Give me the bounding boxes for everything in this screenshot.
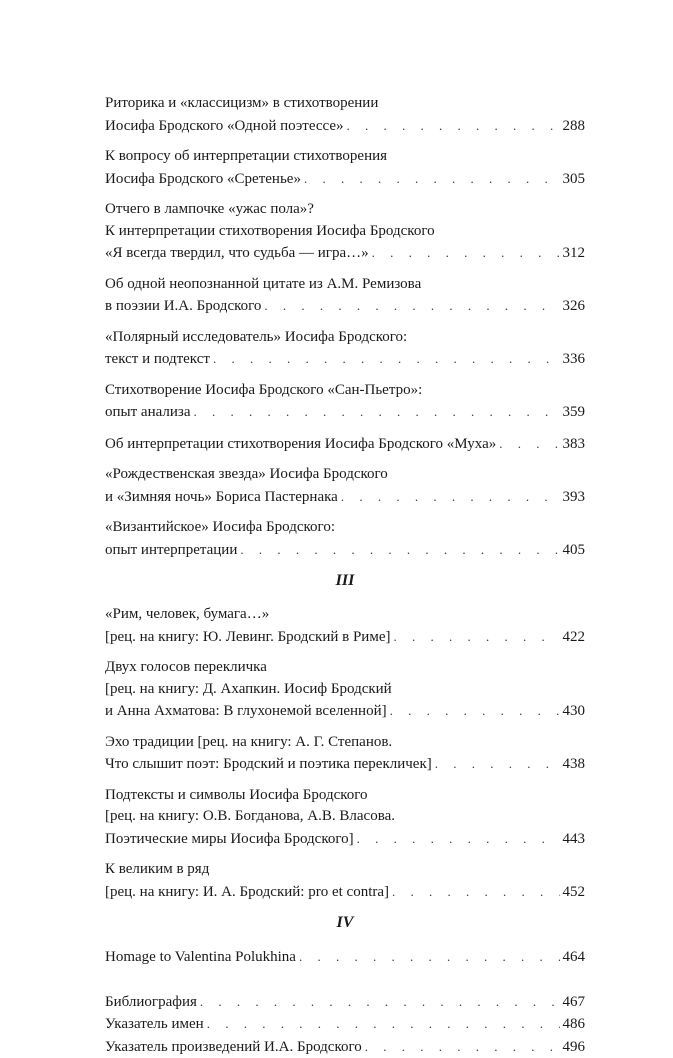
toc-entry-title: «Полярный исследователь» Иосифа Бродского: [105,327,407,349]
toc-entry[interactable] [105,433,585,456]
toc-entry-line [105,881,585,904]
toc-entry-line [105,327,585,349]
toc-entry[interactable] [105,327,585,371]
dot-leader [304,168,560,190]
toc-entry-title: Эхо традиции [рец. на книгу: А. Г. Степанов. [105,732,392,754]
toc-entry[interactable] [105,657,585,723]
dot-leader [390,700,560,722]
toc-entry-title: Риторика и «классицизм» в стихотворении [105,93,378,115]
toc-entry-title: [рец. на книгу: Ю. Левинг. Бродский в Риме] [105,627,390,649]
dot-leader [499,433,559,455]
toc-entry-title: Что слышит поэт: Бродский и поэтика перекличек] [105,754,432,776]
toc-entry[interactable] [105,1036,585,1058]
toc-entry-line [105,93,585,115]
toc-entry-title: Иосифа Бродского «Сретенье» [105,169,301,191]
toc-entry-title: [рец. на книгу: О.В. Богданова, А.В. Власова. [105,806,395,828]
page-number: 359 [563,402,586,424]
toc-entry-title: Homage to Valentina Polukhina [105,947,296,969]
toc-entry-title: К великим в ряд [105,859,209,881]
dot-leader [193,401,559,423]
toc-entry-title: Библиография [105,992,197,1014]
toc-entry[interactable] [105,732,585,776]
toc-entry-title: «Я всегда твердил, что судьба — игра…» [105,243,369,265]
toc-entry-title: Указатель произведений И.А. Бродского [105,1037,362,1058]
table-of-contents [105,93,585,1058]
toc-entry-line [105,486,585,509]
toc-entry-line [105,348,585,371]
toc-entry-line [105,991,585,1014]
page-number: 486 [563,1014,586,1036]
toc-entry-line [105,274,585,296]
dot-leader [240,539,559,561]
toc-entry-title: опыт интерпретации [105,540,237,562]
spacer [105,978,585,991]
dot-leader [372,242,560,264]
toc-part-4 [105,946,585,969]
toc-entry-line [105,401,585,424]
toc-entry-title: Указатель имен [105,1014,204,1036]
toc-entry[interactable] [105,946,585,969]
toc-back-matter [105,991,585,1058]
toc-entry-line [105,679,585,701]
page-number: 443 [563,829,586,851]
page-number: 305 [563,169,586,191]
page-number: 383 [563,434,586,456]
toc-entry-title: Иосифа Бродского «Одной поэтессе» [105,116,344,138]
toc-entry-line [105,1013,585,1036]
toc-part-2 [105,93,585,561]
page-number: 452 [563,882,586,904]
toc-entry-title: Стихотворение Иосифа Бродского «Сан-Пьетро»: [105,380,422,402]
toc-entry[interactable] [105,859,585,903]
toc-entry-title: «Рождественская звезда» Иосифа Бродского [105,464,388,486]
toc-entry-title: [рец. на книгу: И. А. Бродский: pro et contra] [105,882,389,904]
page-number: 312 [563,243,586,265]
toc-entry-title: и «Зимняя ночь» Бориса Пастернака [105,487,338,509]
toc-entry-line [105,785,585,807]
toc-entry[interactable] [105,199,585,265]
toc-entry-line [105,539,585,562]
toc-entry-line [105,199,585,221]
dot-leader [264,295,559,317]
toc-entry-line [105,657,585,679]
toc-entry-line [105,295,585,318]
toc-entry-title: Отчего в лампочке «ужас пола»? [105,199,314,221]
toc-entry-title: Об одной неопознанной цитате из А.М. Ремизова [105,274,421,296]
dot-leader [347,115,560,137]
page-number: 464 [563,947,586,969]
page-number: 405 [563,540,586,562]
toc-entry-line [105,806,585,828]
toc-entry[interactable] [105,380,585,424]
toc-entry-line [105,433,585,456]
page-number: 467 [563,992,586,1014]
toc-entry-line [105,828,585,851]
toc-entry[interactable] [105,785,585,851]
toc-entry-line [105,146,585,168]
toc-entry[interactable] [105,517,585,561]
toc-entry-line [105,221,585,243]
toc-entry-title: Поэтические миры Иосифа Бродского] [105,829,354,851]
toc-entry[interactable] [105,464,585,508]
page-number: 438 [563,754,586,776]
page-number: 430 [563,701,586,723]
toc-entry-line [105,859,585,881]
toc-entry-line [105,946,585,969]
toc-entry-line [105,700,585,723]
toc-entry-line [105,626,585,649]
toc-entry-title: К вопросу об интерпретации стихотворения [105,146,387,168]
toc-entry-line [105,604,585,626]
page-number: 326 [563,296,586,318]
toc-entry-line [105,1036,585,1058]
dot-leader [207,1013,560,1035]
section-heading-III: III [105,570,585,592]
section-heading-IV: IV [105,912,585,934]
toc-entry-line [105,168,585,191]
page-number: 288 [563,116,586,138]
page-number: 422 [563,627,586,649]
toc-entry-title: «Рим, человек, бумага…» [105,604,269,626]
dot-leader [365,1036,560,1058]
toc-entry[interactable] [105,274,585,318]
toc-entry-line [105,115,585,138]
toc-entry-title: К интерпретации стихотворения Иосифа Бродского [105,221,435,243]
toc-entry-line [105,242,585,265]
toc-entry-title: [рец. на книгу: Д. Ахапкин. Иосиф Бродский [105,679,392,701]
toc-entry-title: Об интерпретации стихотворения Иосифа Бродского «Муха» [105,434,496,456]
toc-entry-line [105,517,585,539]
dot-leader [213,348,560,370]
toc-entry-title: Подтексты и символы Иосифа Бродского [105,785,368,807]
dot-leader [392,881,559,903]
page-number: 336 [563,349,586,371]
toc-entry-line [105,753,585,776]
toc-entry-line [105,732,585,754]
dot-leader [200,991,560,1013]
toc-entry[interactable] [105,1013,585,1036]
toc-entry-line [105,380,585,402]
toc-entry[interactable] [105,604,585,648]
toc-entry-title: и Анна Ахматова: В глухонемой вселенной] [105,701,387,723]
toc-entry-title: «Византийское» Иосифа Бродского: [105,517,335,539]
toc-entry-title: в поэзии И.А. Бродского [105,296,261,318]
dot-leader [357,828,560,850]
toc-entry-title: текст и подтекст [105,349,210,371]
page-number: 496 [563,1037,586,1058]
toc-entry[interactable] [105,93,585,137]
dot-leader [435,753,560,775]
toc-entry-line [105,464,585,486]
page-number: 393 [563,487,586,509]
dot-leader [393,626,559,648]
toc-part-3 [105,604,585,903]
dot-leader [299,946,560,968]
toc-entry[interactable] [105,991,585,1014]
toc-entry-title: Двух голосов перекличка [105,657,267,679]
toc-entry-title: опыт анализа [105,402,190,424]
toc-entry[interactable] [105,146,585,190]
dot-leader [341,486,560,508]
